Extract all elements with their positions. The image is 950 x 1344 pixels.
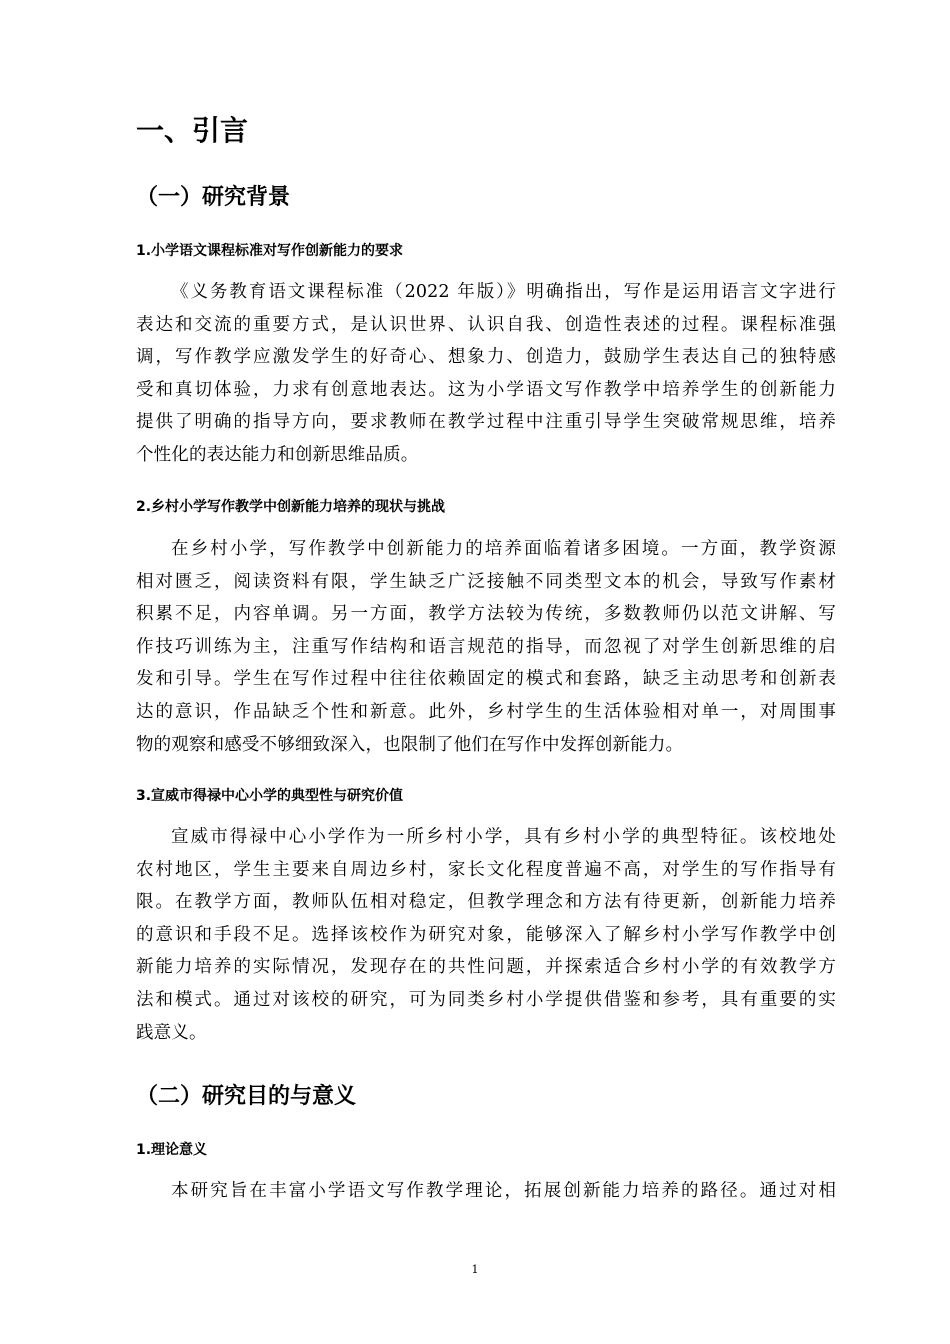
paragraph-line: 农村地区，学生主要来自周边乡村，家长文化程度普遍不高，对学生的写作指导有 bbox=[136, 859, 836, 880]
paragraph-school-value bbox=[136, 821, 836, 1049]
paragraph-line: 提供了明确的指导方向，要求教师在教学过程中注重引导学生突破常规思维，培养 bbox=[136, 412, 836, 433]
paragraph-line: 调，写作教学应激发学生的好奇心、想象力、创造力，鼓励学生表达自己的独特感 bbox=[136, 347, 836, 368]
paragraph-line: 的意识和手段不足。选择该校作为研究对象，能够深入了解乡村小学写作教学中创 bbox=[136, 924, 836, 945]
paragraph-theory bbox=[136, 1175, 836, 1208]
paragraph-line: 受和真切体验，力求有创意地表达。这为小学语文写作教学中培养学生的创新能力 bbox=[136, 379, 836, 400]
paragraph-line: 积累不足，内容单调。另一方面，教学方法较为传统，多数教师仍以范文讲解、写 bbox=[136, 604, 836, 625]
paragraph-line: 个性化的表达能力和创新思维品质。 bbox=[136, 444, 419, 465]
paragraph-line: 达的意识，作品缺乏个性和新意。此外，乡村学生的生活体验相对单一，对周围事 bbox=[136, 701, 836, 722]
paragraph-rural-status bbox=[136, 533, 836, 761]
subsection-heading-theory: 1.理论意义 bbox=[136, 1142, 208, 1158]
paragraph-line: 新能力培养的实际情况，发现存在的共性问题，并探索适合乡村小学的有效教学方 bbox=[136, 957, 836, 978]
paragraph-line: 法和模式。通过对该校的研究，可为同类乡村小学提供借鉴和参考，具有重要的实 bbox=[136, 989, 836, 1010]
paragraph-line: 作技巧训练为主，注重写作结构和语言规范的指导，而忽视了对学生创新思维的启 bbox=[136, 636, 836, 657]
paragraph-curriculum-standard bbox=[136, 276, 836, 472]
section-heading-background: （一）研究背景 bbox=[136, 185, 291, 210]
subsection-heading-rural-status: 2.乡村小学写作教学中创新能力培养的现状与挑战 bbox=[136, 499, 446, 515]
paragraph-line: 在乡村小学，写作教学中创新能力的培养面临着诸多困境。一方面，教学资源 bbox=[171, 539, 836, 559]
paragraph-line: 表达和交流的重要方式，是认识世界、认识自我、创造性表述的过程。课程标准强 bbox=[136, 314, 836, 335]
paragraph-line: 践意义。 bbox=[136, 1022, 207, 1043]
chapter-heading: 一、引言 bbox=[136, 114, 249, 147]
paragraph-line: 限。在教学方面，教师队伍相对稳定，但教学理念和方法有待更新，创新能力培养 bbox=[136, 892, 836, 913]
subsection-heading-curriculum-standard: 1.小学语文课程标准对写作创新能力的要求 bbox=[136, 243, 404, 259]
subsection-heading-school-value: 3.宣威市得禄中心小学的典型性与研究价值 bbox=[136, 788, 404, 804]
paragraph-line: 《义务教育语文课程标准（2022 年版）》明确指出，写作是运用语言文字进行 bbox=[171, 282, 836, 302]
paragraph-line: 相对匮乏，阅读资料有限，学生缺乏广泛接触不同类型文本的机会，导致写作素材 bbox=[136, 571, 836, 592]
paragraph-line: 本研究旨在丰富小学语文写作教学理论，拓展创新能力培养的路径。通过对相 bbox=[171, 1181, 836, 1201]
paragraph-line: 发和引导。学生在写作过程中往往依赖固定的模式和套路，缺乏主动思考和创新表 bbox=[136, 669, 836, 690]
section-heading-purpose: （二）研究目的与意义 bbox=[136, 1084, 357, 1109]
page-number: 1 bbox=[471, 1263, 479, 1276]
paragraph-line: 物的观察和感受不够细致深入，也限制了他们在写作中发挥创新能力。 bbox=[136, 734, 684, 755]
paragraph-line: 宣威市得禄中心小学作为一所乡村小学，具有乡村小学的典型特征。该校地处 bbox=[171, 827, 836, 847]
